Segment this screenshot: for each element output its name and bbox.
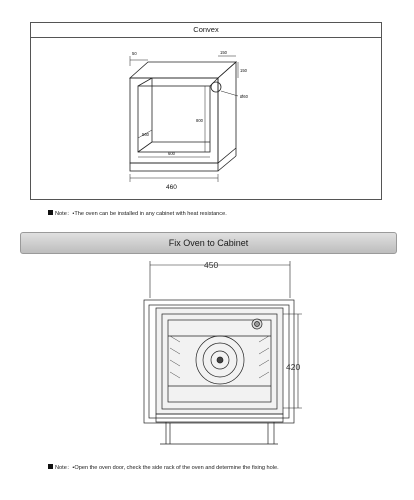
dim-hole: Ø60 <box>240 94 248 99</box>
dim-height: 800 <box>196 118 203 123</box>
section-banner-fix-oven: Fix Oven to Cabinet <box>20 232 397 254</box>
dim-inner-depth: 560 <box>142 132 149 137</box>
dim-bottom-width: 600 <box>168 151 175 156</box>
note-square-icon <box>48 210 53 215</box>
cable-hole <box>211 82 221 92</box>
note-square-icon <box>48 464 53 469</box>
dim-overall-width: 460 <box>166 184 177 191</box>
note-2 <box>48 464 398 472</box>
dim-width: 450 <box>204 260 219 270</box>
dim-side-a: 150 <box>220 50 227 55</box>
oven-fixing-drawing <box>140 258 316 453</box>
cabinet-plinth <box>130 163 218 171</box>
dim-top-depth: 50 <box>132 51 137 56</box>
dim-height-420: 420 <box>286 362 301 372</box>
note-1-text: •The oven can be installed in any cabinet with heat resistance. <box>72 211 227 217</box>
convex-title: Convex <box>30 22 382 38</box>
note-2-text: •Open the oven door, check the side rack of the oven and determine the fixing hole. <box>72 465 279 471</box>
note-1-label: Note： <box>55 211 73 217</box>
cabinet-dimension-drawing <box>30 38 382 200</box>
cabinet-side <box>218 62 236 163</box>
note-2-label: Note： <box>55 465 73 471</box>
dim-side-b: 150 <box>240 68 247 73</box>
note-1 <box>48 210 388 218</box>
